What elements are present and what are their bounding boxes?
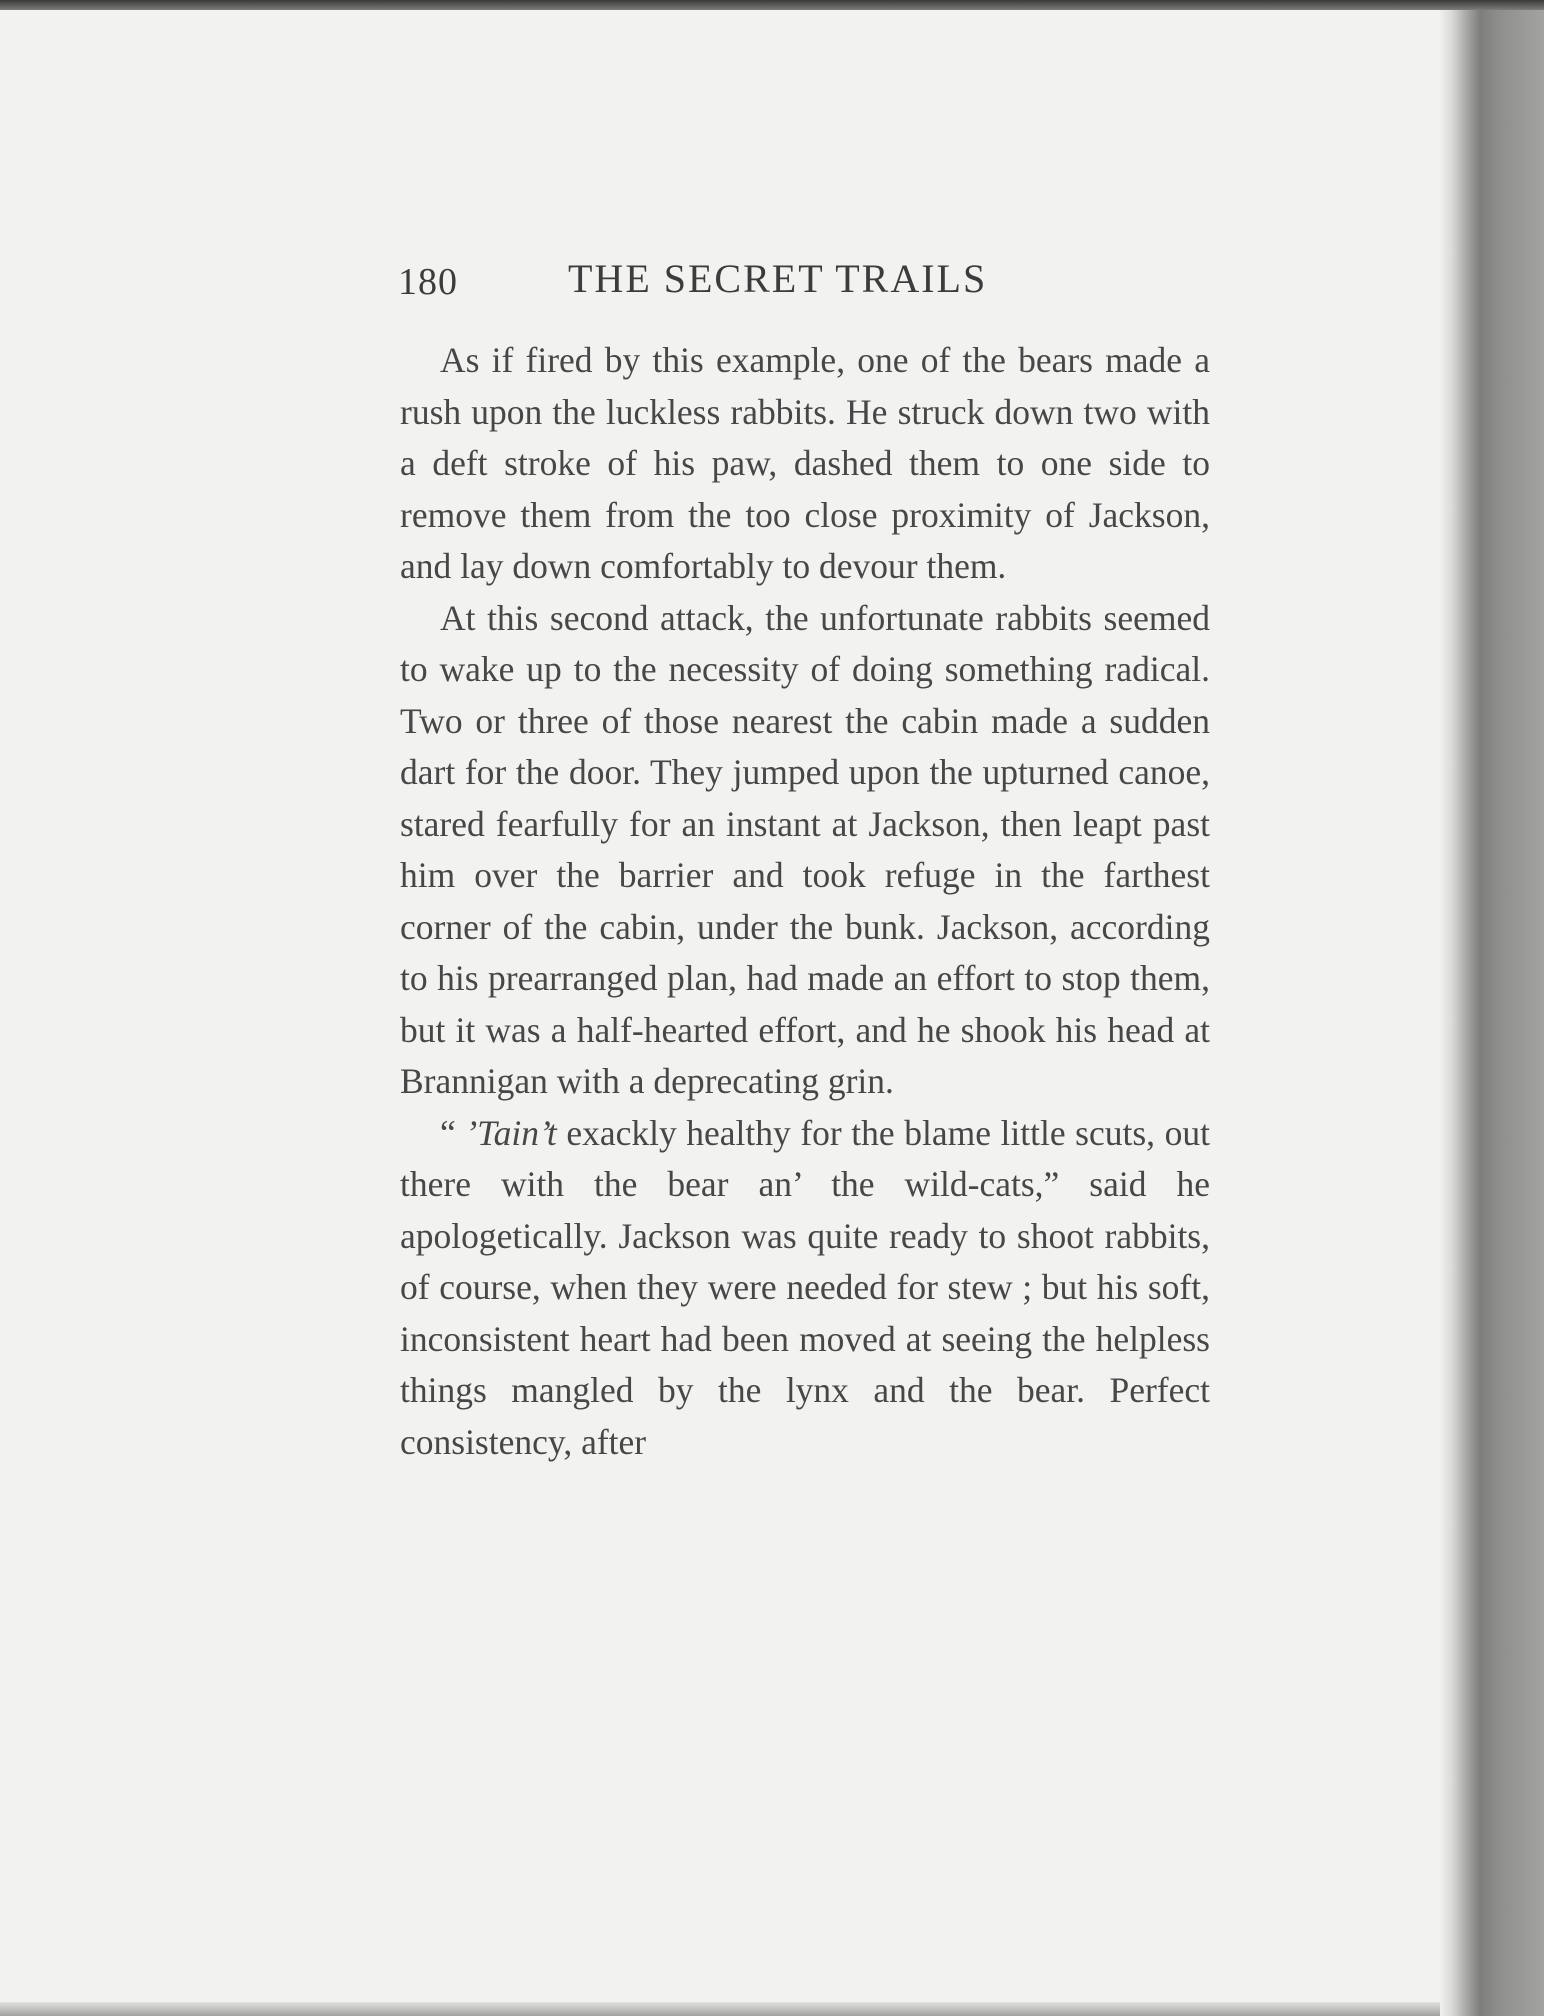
italic-phrase: ’Tain’t [465,1112,557,1153]
page-bottom-edge [0,2002,1440,2016]
paragraph [400,593,1210,1108]
paragraph-text: As if fired by this example, one of the bears made a rush upon the luckless rabbits. He struck down two with a deft stroke of his paw, dashed them to one side to remove them from the too close proximity of Jackson, and lay down comfortably to devour them. [400,340,1210,586]
book-title: THE SECRET TRAILS [568,256,988,301]
body-text [400,335,1210,1468]
running-head [398,250,1218,310]
paragraph [400,1108,1210,1469]
opening-quote: “ [440,1112,466,1153]
page-top-edge [0,0,1544,10]
paragraph [400,335,1210,593]
page-number: 180 [398,261,458,303]
paragraph-text: At this second attack, the unfortunate rabbits seemed to wake up to the necessity of doing something radical. Two or three of those nearest the cabin made a sudden dart for the door. They jumped upon the upturned canoe, stared fearfully for an instant at Jackson, then leapt past him over the barrier and took refuge in the farthest corner of the cabin, under the bunk. Jackson, according to his prearranged plan, had made an effort to stop them, but it was a half-hearted effort, and he shook his head at Brannigan with a deprecating grin. [400,597,1210,1101]
page-gutter-edge [1440,10,1544,2016]
paragraph-text: exackly healthy for the blame little scuts, out there with the bear an’ the wild-cats,” said he apologetically. Jackson was quite ready to shoot rabbits, of course, when they were needed for stew ; but his soft, inconsistent heart had been moved at seeing the helpless things mangled by the lynx and the bear. Perfect consistency, after [400,1112,1210,1462]
